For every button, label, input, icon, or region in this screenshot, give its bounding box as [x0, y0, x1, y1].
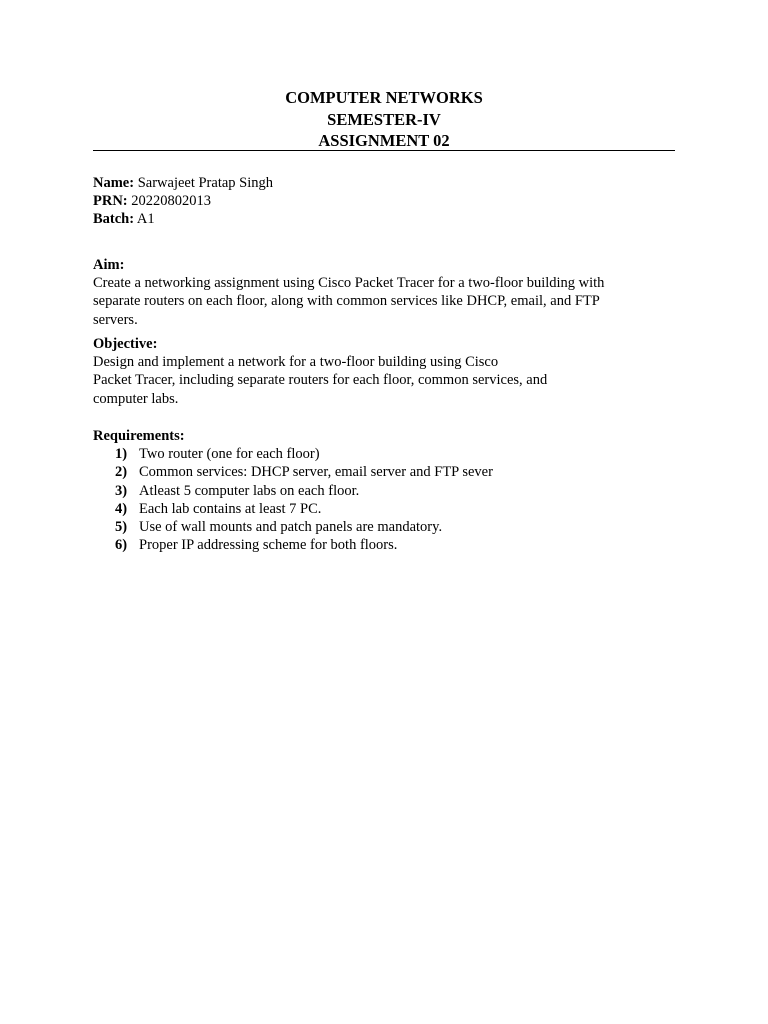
aim-heading: Aim: [93, 257, 125, 273]
aim-text-line: separate routers on each floor, along with common services like DHCP, email, and FTP [93, 293, 600, 310]
objective-text-line: Design and implement a network for a two-floor building using Cisco [93, 354, 499, 371]
student-batch: A1 [136, 211, 155, 228]
requirement-text: Each lab contains at least 7 PC. [139, 500, 322, 517]
objective-section [93, 335, 653, 408]
requirement-number: 3) [115, 482, 128, 499]
aim-section [93, 256, 653, 329]
objective-heading: Objective: [93, 336, 158, 352]
student-name: Sarwajeet Pratap Singh [137, 175, 274, 191]
student-details [93, 174, 653, 229]
requirement-item [93, 482, 653, 500]
requirement-item [93, 500, 653, 518]
name-row [93, 174, 653, 192]
requirement-item [93, 463, 653, 481]
requirement-item [93, 536, 653, 554]
requirement-item [93, 445, 653, 463]
student-prn: 20220802013 [131, 193, 212, 210]
requirement-text: Proper IP addressing scheme for both floors. [139, 537, 398, 554]
name-label: Name: [93, 175, 135, 191]
batch-label: Batch: [93, 211, 135, 228]
requirement-item [93, 518, 653, 536]
requirement-number: 4) [115, 500, 128, 517]
prn-label: PRN: [93, 193, 128, 210]
requirement-number: 6) [115, 537, 128, 554]
requirement-number: 1) [115, 446, 128, 463]
requirements-section [93, 427, 653, 554]
prn-row [93, 192, 653, 210]
batch-row [93, 210, 653, 228]
objective-text-line: Packet Tracer, including separate routers for each floor, common services, and [93, 372, 548, 389]
requirements-list [93, 445, 653, 554]
document-header [93, 87, 675, 152]
requirement-text: Atleast 5 computer labs on each floor. [139, 482, 360, 499]
header-divider [93, 150, 675, 151]
aim-text-line: servers. [93, 311, 138, 328]
course-title: COMPUTER NETWORKS [285, 88, 483, 107]
aim-text-line: Create a networking assignment using Cisco Packet Tracer for a two-floor building with [93, 275, 605, 292]
requirement-text: Two router (one for each floor) [139, 446, 320, 463]
assignment-title: ASSIGNMENT 02 [318, 131, 450, 150]
requirement-text: Common services: DHCP server, email server and FTP sever [139, 464, 493, 481]
objective-text-line: computer labs. [93, 390, 179, 407]
requirements-heading: Requirements: [93, 428, 185, 444]
semester-title: SEMESTER-IV [327, 109, 441, 129]
requirement-number: 2) [115, 464, 128, 481]
requirement-number: 5) [115, 519, 128, 536]
requirement-text: Use of wall mounts and patch panels are mandatory. [139, 519, 443, 536]
